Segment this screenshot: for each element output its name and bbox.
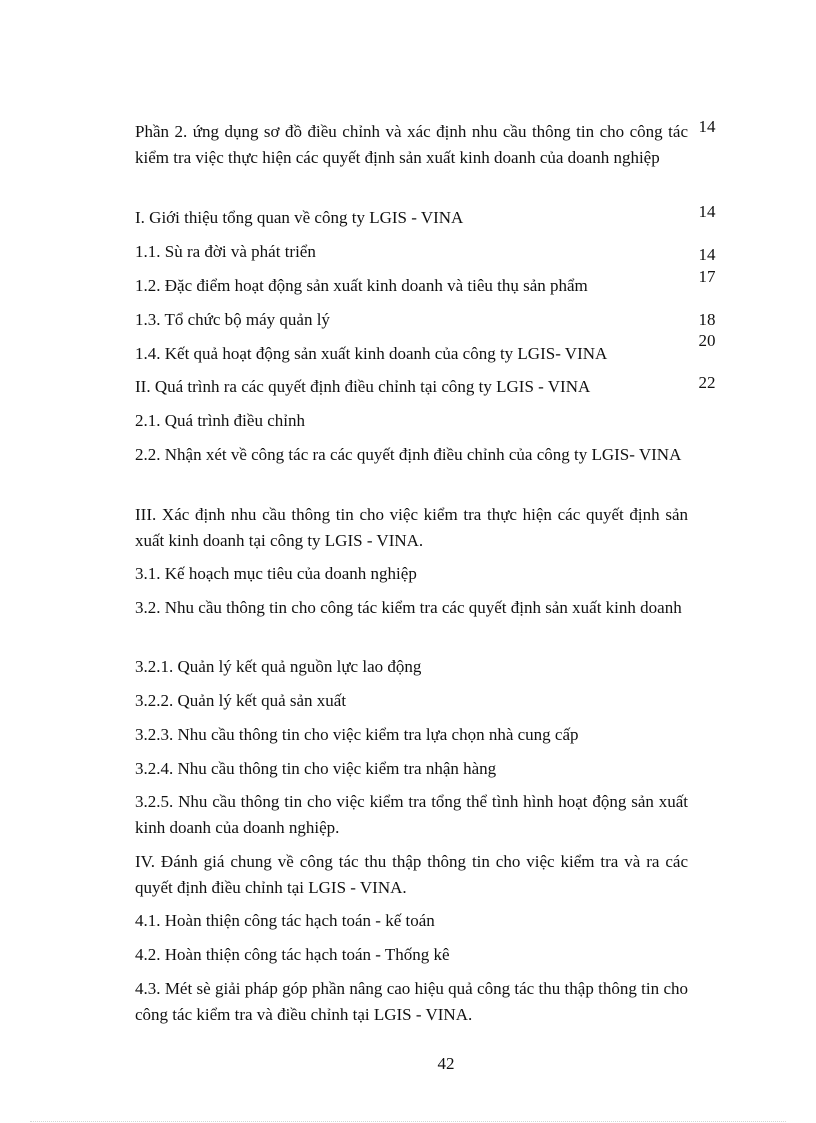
toc-entry-3-2-4[interactable]: 3.2.4. Nhu cầu thông tin cho việc kiểm tra nhận hàng [135,759,497,778]
toc-entry-4-3[interactable]: 4.3. Mét sè giải pháp góp phần nâng cao hiệu quả công tác thu thập thông tin cho công tác kiểm tra và điều chỉnh tại LGIS - VINA. [135,979,688,1024]
toc-page-ref: 22 [698,373,716,392]
toc-entry-4-2[interactable]: 4.2. Hoàn thiện công tác hạch toán - Thống kê [135,945,450,964]
footer-divider [30,1121,786,1122]
toc-entry-3-2-1[interactable]: 3.2.1. Quản lý kết quả nguồn lực lao động [135,657,422,676]
toc-entry-3-1[interactable]: 3.1. Kế hoạch mục tiêu của doanh nghiệp [135,564,417,583]
toc-entry-1-4[interactable]: 1.4. Kết quả hoạt động sản xuất kinh doanh của công ty LGIS- VINA [135,344,608,363]
toc-entry-section-I[interactable]: I. Giới thiệu tổng quan về công ty LGIS - VINA [135,208,464,227]
toc-entry-3-2[interactable]: 3.2. Nhu cầu thông tin cho công tác kiểm tra các quyết định sản xuất kinh doanh [135,598,682,617]
toc-entry-section-II[interactable]: II. Quá trình ra các quyết định điều chỉnh tại công ty LGIS - VINA [135,377,591,396]
toc-page-ref: 14 [698,117,716,136]
toc-entry-2-2[interactable]: 2.2. Nhận xét về công tác ra các quyết định điều chỉnh của công ty LGIS- VINA [135,445,682,464]
toc-page-ref: 18 [698,310,716,329]
toc-entry-1-2[interactable]: 1.2. Đặc điểm hoạt động sản xuất kinh doanh và tiêu thụ sản phẩm [135,276,588,295]
toc-entry-part-2[interactable]: Phần 2. ứng dụng sơ đồ điều chỉnh và xác định nhu cầu thông tin cho công tác kiểm tra việc thực hiện các quyết định sản xuất kinh doanh của doanh nghiệp [135,122,688,167]
toc-entry-3-2-2[interactable]: 3.2.2. Quản lý kết quả sản xuất [135,691,347,710]
toc-entry-3-2-5[interactable]: 3.2.5. Nhu cầu thông tin cho việc kiểm tra tổng thể tình hình hoạt động sản xuất kinh doanh của doanh nghiệp. [135,792,688,837]
toc-entry-4-1[interactable]: 4.1. Hoàn thiện công tác hạch toán - kế toán [135,911,435,930]
toc-page-ref: 14 [698,202,716,221]
toc-entry-section-IV[interactable]: IV. Đánh giá chung về công tác thu thập thông tin cho việc kiểm tra và ra các quyết định điều chỉnh tại LGIS - VINA. [135,852,688,897]
toc-page-ref: 17 [698,267,716,286]
toc-page-ref: 20 [698,331,716,350]
toc-entry-section-III[interactable]: III. Xác định nhu cầu thông tin cho việc kiểm tra thực hiện các quyết định sản xuất kinh doanh tại công ty LGIS - VINA. [135,505,688,550]
toc-entry-2-1[interactable]: 2.1. Quá trình điều chỉnh [135,411,305,430]
toc-entry-1-3[interactable]: 1.3. Tổ chức bộ máy quản lý [135,310,330,329]
toc-page-ref: 14 [698,245,716,264]
toc-entry-3-2-3[interactable]: 3.2.3. Nhu cầu thông tin cho việc kiểm tra lựa chọn nhà cung cấp [135,725,579,744]
page-number: 42 [437,1054,455,1073]
toc-entry-1-1[interactable]: 1.1. Sù ra đời và phát triển [135,242,316,261]
